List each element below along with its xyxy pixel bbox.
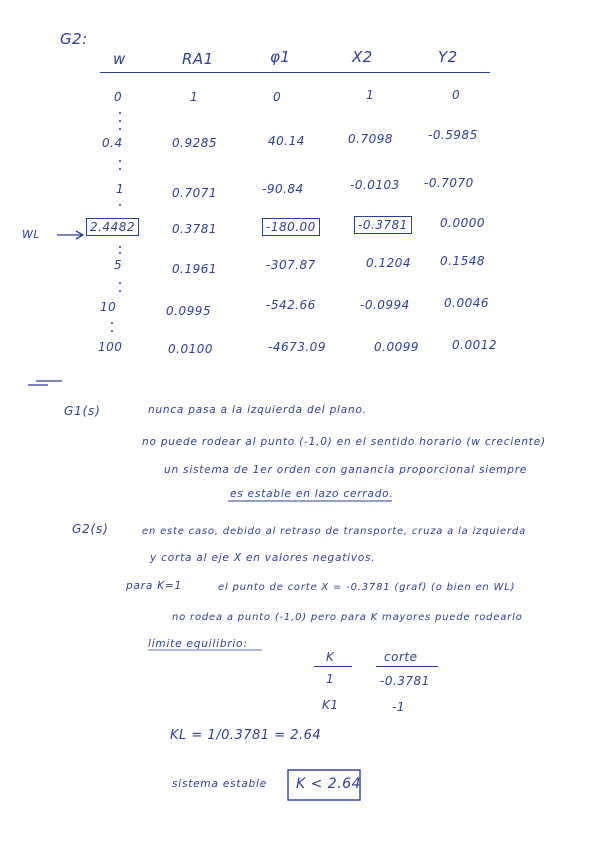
row-4-phi: -307.87 [266,258,316,272]
row-6-w: 100 [98,340,123,354]
row-1-y: -0.5985 [428,128,478,142]
row-2-phi: -90.84 [262,182,304,196]
dot [119,168,121,170]
row-5-y: 0.0046 [444,296,489,310]
g1-line-4: es estable en lazo cerrado. [230,488,394,500]
row-0-phi: 0 [273,90,282,104]
limit-underline-corte [376,666,438,667]
wl-label: WL [22,228,41,241]
row-3-phi: -180.00 [262,218,320,236]
dot [119,120,121,122]
row-4-x: 0.1204 [366,256,411,270]
row-2-x: -0.0103 [350,178,400,192]
row-1-ra: 0.9285 [172,136,217,150]
limit-row-2-corte: -1 [392,700,405,714]
dot [119,252,121,254]
g2-notes-label: G2(s) [72,522,109,536]
row-6-y: 0.0012 [452,338,497,352]
header-underline [100,72,490,73]
row-5-ra: 0.0995 [166,304,211,318]
row-2-ra: 0.7071 [172,186,217,200]
g2-label: G2: [60,30,88,48]
limit-row-1-corte: -0.3781 [380,674,430,688]
stable-label: sistema estable [172,778,267,790]
row-0-ra: 1 [190,90,199,104]
row-4-ra: 0.1961 [172,262,217,276]
row-1-phi: 40.14 [268,134,305,148]
separator-mark [28,381,62,385]
dot [119,246,121,248]
row-5-x: -0.0994 [360,298,410,312]
dot [119,112,121,114]
row-5-w: 10 [100,300,117,314]
g2-line-3a: para K=1 [126,580,182,592]
limit-header-k: K [326,650,335,664]
dot [119,204,121,206]
limit-row-1-k: 1 [326,672,335,686]
dot [111,322,113,324]
row-5-phi: -542.66 [266,298,316,312]
limit-underline-k [314,666,352,667]
row-3-x: -0.3781 [354,216,412,234]
row-6-ra: 0.0100 [168,342,213,356]
row-6-phi: -4673.09 [268,340,326,354]
g1-line-3: un sistema de 1er orden con ganancia proporcional siempre [164,464,528,476]
row-4-w: 5 [114,258,123,272]
limit-label: límite equilibrio: [148,638,248,650]
header-ra1: RA1 [182,50,214,68]
g1-line-1: nunca pasa a la izquierda del plano. [148,404,367,416]
row-1-w: 0.4 [102,136,123,150]
g1-label: G1(s) [64,404,101,418]
dot [119,128,121,130]
header-phi1: φ1 [270,48,291,66]
header-x2: X2 [352,48,373,66]
stable-condition: K < 2.64 [296,776,361,792]
g2-line-3b: el punto de corte X = -0.3781 (graf) (o bien en WL) [218,582,516,593]
header-y2: Y2 [438,48,458,66]
row-1-x: 0.7098 [348,132,393,146]
dot [119,160,121,162]
row-0-y: 0 [452,88,461,102]
row-0-x: 1 [366,88,375,102]
header-w: w [113,50,126,68]
row-3-ra: 0.3781 [172,222,217,236]
row-0-w: 0 [114,90,123,104]
row-2-y: -0.7070 [424,176,474,190]
g2-line-2: y corta al eje X en valores negativos. [150,552,376,564]
dot [119,282,121,284]
kl-formula: KL = 1/0.3781 = 2.64 [170,728,322,743]
dot [111,330,113,332]
g1-line-2: no puede rodear al punto (-1,0) en el sentido horario (w creciente) [142,436,546,448]
g2-line-1: en este caso, debido al retraso de transporte, cruza a la izquierda [142,526,526,537]
row-3-w: 2.4482 [86,218,139,236]
limit-header-corte: corte [384,650,418,664]
wl-arrow-icon [57,231,83,239]
row-3-y: 0.0000 [440,216,485,230]
row-2-w: 1 [116,182,125,196]
limit-row-2-k: K1 [322,698,339,712]
g2-line-4: no rodea a punto (-1,0) pero para K mayores puede rodearlo [172,612,523,623]
dot [119,290,121,292]
row-6-x: 0.0099 [374,340,419,354]
row-4-y: 0.1548 [440,254,485,268]
